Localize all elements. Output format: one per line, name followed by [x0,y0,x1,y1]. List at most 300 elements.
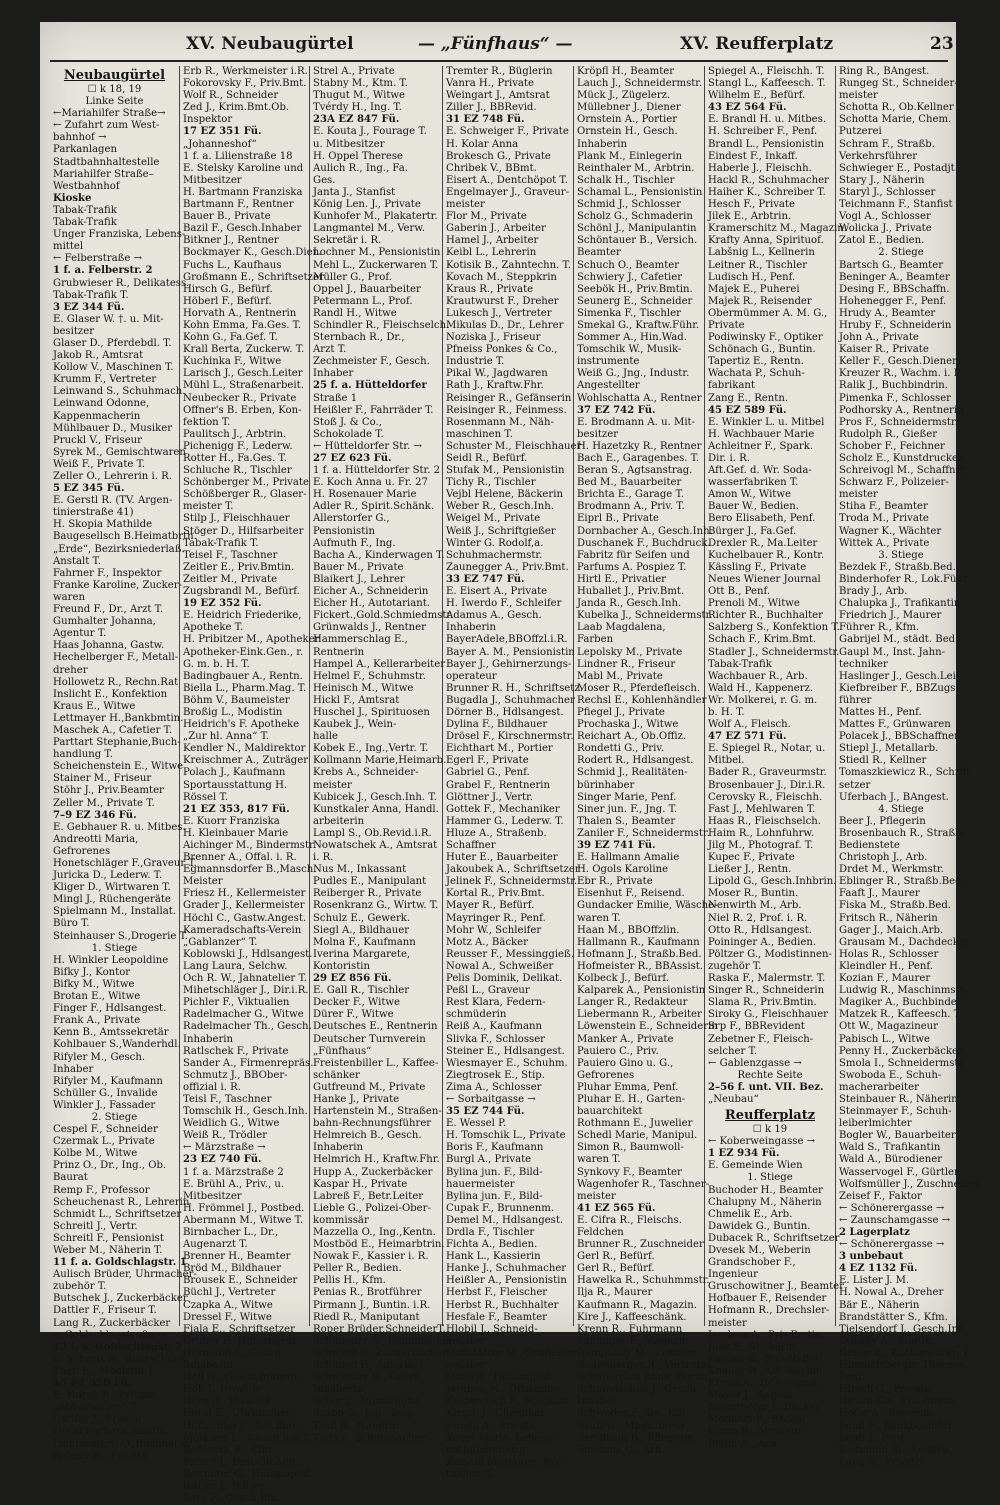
directory-entry: ← Sorbaitgasse → [446,1093,536,1105]
directory-entry: Schindler R., Fleischselch. [313,319,450,331]
directory-entry: Gefrorenes [577,1069,635,1081]
directory-entry: Hofmann R., Drechsler- [708,1305,830,1317]
directory-entry: Lukesch J., Vertreter [446,307,552,319]
directory-entry: meister [446,1335,485,1347]
header-rule [50,60,948,62]
directory-entry: Parkanlagen [53,144,117,156]
directory-entry: Noziska J., Friseur [446,332,541,344]
column-5 [574,66,718,1456]
directory-entry: Plank M., Einlegerin [577,150,683,162]
directory-entry: Rampoudy M., Tischler [577,1347,697,1359]
directory-entry: Simenka F., Tischler [577,307,681,319]
directory-entry: Weber M., Näherin T. [53,1245,163,1256]
directory-entry: Kiefbreiber F., BBZugs- [839,682,959,694]
directory-entry: Lieble G., Polizei-Ober- [313,1202,431,1214]
directory-entry: Richter R., Buchhalter [708,610,823,622]
directory-entry: Gabrijel M., städt. Bed. [839,634,959,646]
directory-entry: E. Schweiger F., Private [446,126,569,138]
directory-entry: Inhaberin [183,1360,233,1372]
directory-entry: Stöger D., Hilfsarbeiter [183,525,304,537]
directory-entry: b. H. T. [708,706,745,718]
directory-entry: Pauiero C., Priv. [577,1045,659,1057]
directory-entry: Andreotti Maria, [53,833,139,845]
directory-entry: E. Winkler L. u. Mitbel [708,416,825,428]
directory-entry: meister [708,1317,747,1329]
directory-entry: Apotheker-Eink.Gen., r. [183,646,304,658]
directory-entry: Nowatschek A., Amtsrat [313,840,438,851]
directory-entry: Schuster M., Fleischhauer [446,440,582,452]
directory-entry: Mihetschläger J., Dir.i.R. [183,985,309,997]
directory-entry: Beninger A., Beamter [839,271,950,283]
directory-entry: ☐ k 19 [752,1124,788,1136]
directory-entry: Arzt T. [313,344,347,356]
directory-entry: Pellis H., Kfm. [313,1275,386,1287]
directory-entry: Redenberger R., Vertreter [577,1360,712,1372]
directory-entry: maschinen T. [446,428,513,440]
directory-entry: selcher T. [708,1045,757,1057]
directory-entry: Raska F., Malermstr. T. [708,973,826,985]
directory-entry: Swoboda E., Schuh- [839,1069,942,1081]
directory-entry: Kolbe M., Witwe [53,1148,138,1160]
directory-entry: meister [839,489,878,501]
directory-entry: Parttart Stephanie,Buch- [53,737,181,749]
directory-entry: Schmidt L., Schriftsetzer [53,1208,182,1220]
directory-entry: Hohenegger F., Penf. [839,295,947,307]
directory-entry: Niel R. 2, Prof. i. R. [708,912,808,924]
directory-entry: Kleindler H., Penf. [839,960,933,972]
column-1 [50,66,197,1462]
directory-entry: Kontoristin [313,960,370,972]
directory-entry: Brady J., Arb. [839,586,908,598]
directory-entry: Keller F., Gesch.Diener [839,356,957,368]
directory-entry: Grandschober F., [708,1257,796,1269]
directory-entry: 37 EZ 742 Fü. [577,404,656,416]
directory-entry: Hank L., Kassierin [446,1251,541,1263]
directory-entry: Kenn B., Amtssekretär [53,1027,169,1039]
directory-entry: Fokorovsky F., Priv.Bmt. [183,78,307,90]
directory-entry: Himmelsberger Therese, [839,1360,967,1372]
directory-entry: Ebr R., Private [577,876,653,888]
directory-entry: Dubsky A., Buntin. [839,1335,935,1347]
directory-entry: 41 EZ 565 Fü. [577,1202,656,1214]
directory-entry: Horn A., Invalide [183,1396,271,1408]
directory-entry: Buchoder H., Beamter [708,1184,823,1196]
directory-entry: Bylina jun. F., Bild- [446,1190,543,1202]
directory-entry: Lepolsky M., Private [577,646,683,658]
directory-entry: Zeisef F., Faktor [839,1190,922,1202]
directory-entry: 3 EZ 344 Fü. [53,301,125,313]
directory-entry: Abermann M., Witwe T. [183,1214,304,1226]
directory-entry: Beer J., Pflegerin [839,815,926,827]
directory-entry: Hofbichler J., Tab.Bmt. [183,1420,300,1432]
directory-entry: bahn-Rechnungsführer [313,1118,432,1130]
directory-entry: Vanra H., Private [446,78,534,90]
directory-entry: Schwoder F., Dr., Kin [577,1408,686,1420]
directory-entry: Kröpfl H., Beamter [577,66,675,77]
directory-entry: Unger Franziska, Lebens- [53,229,186,241]
directory-entry: Mitbesitzer [183,174,242,186]
directory-entry: Teichmann F., Stanfist [839,199,953,211]
directory-entry: Tabak-Trafik [53,204,117,216]
directory-entry: Chmelik E., Arb. [708,1208,793,1220]
directory-entry: Steiner E., Hdlsangest. [446,1045,565,1057]
directory-entry: Kameradschafts-Verein [183,924,302,936]
directory-entry: Agentur T. [53,628,107,640]
directory-entry: Kirsch J., Chemiker [446,1408,545,1420]
directory-entry: Kraus E., Witwe [53,700,136,712]
directory-entry: Ott W., Magazineur [839,1021,939,1033]
directory-entry: schmüderin [446,1009,507,1021]
directory-entry: Szabo O., Jug., Insp. [313,1408,417,1420]
directory-entry: Rudolph R., Gießer [839,428,938,440]
directory-entry: Seidl W., Magazineur [577,1420,686,1432]
directory-entry: Wolf R., Schneider [183,90,279,102]
directory-entry: meister [446,1360,485,1372]
directory-entry: Pauiero Gino u. G., [577,1057,674,1069]
directory-entry: Srp F., BBRevident [708,1021,805,1033]
directory-entry: Pros F., Schneidermstr. [839,416,958,428]
directory-entry: Hofmann J., Straßb.Bed. [577,948,702,960]
directory-entry: Zebetner F., Fleisch- [708,1033,814,1045]
directory-entry: Spiegel A., Fleischh. T. [708,66,825,77]
directory-entry: 5 EZ 345 Fü. [53,483,125,495]
directory-entry: Hamel J., Arbeiter [446,235,539,247]
directory-entry: 17 EZ 351 Fü. [183,126,262,138]
directory-entry: Eindest F., Inkaff. [708,150,798,162]
directory-entry: H. Oppel Therese [313,150,403,162]
directory-entry: Haim R., Lohnfuhrw. [708,827,815,839]
directory-entry: H. Skopia Mathilde [53,519,153,531]
directory-entry: Prochaska J., Witwe [577,719,679,731]
directory-entry: Brenner A., Offal. i. R. [183,852,297,864]
directory-entry: Dattler J., Friseur [53,1414,143,1426]
directory-entry: Gaberin J., Arbeiter [446,223,546,235]
directory-entry: Kraus R., Private [446,283,534,295]
directory-entry: Fickert.,Gold.Schmiedmstr. [313,610,454,622]
directory-entry: Hawelka R., Schuhmmstr. [577,1275,710,1287]
directory-entry: Pfiegel J., Private [577,706,665,718]
directory-entry: Faaft J., Maurer [839,888,920,900]
directory-entry: Ring R., BAngest. [839,66,930,77]
directory-entry: Schöntauer B., Versich. [577,235,698,247]
directory-entry: Polach J., Kaufmann [183,767,286,779]
directory-entry: Engelmayer J., Graveur- [446,186,570,198]
directory-entry: Hickl F., Amtsrat [313,694,400,706]
directory-entry: H. Kleinbauer Marie [183,827,289,839]
directory-entry: Eicher H., Autotariant. [313,598,431,610]
directory-entry: Franke Karoline, Zucker- [53,579,182,591]
directory-entry: Drdla F., Tischler [446,1227,535,1238]
columns-container [50,66,981,1505]
directory-entry: Stadler J., Schneidermstr. [708,646,840,658]
directory-entry: Zeitler M., Private [183,573,278,585]
directory-entry: E. Gall R., Tischler [313,985,410,997]
directory-entry: Tabak-Trafik [53,217,117,229]
directory-entry: Lang R., Zuckerbäcker [53,1317,171,1329]
directory-entry: ← Zufahrt zum West- [53,120,160,132]
directory-entry: H. Hazetzky R., Rentner [577,440,702,452]
directory-entry: Baurat [53,1172,88,1184]
directory-entry: 19 EZ 352 Fü. [183,598,262,610]
directory-entry: Czapka A., Witwe [183,1299,273,1311]
directory-entry: Eisenhut F., Reisend. [577,888,685,900]
directory-entry: Straße 1 [313,392,358,404]
directory-entry: Fahrner F., Inspektor [53,567,162,579]
directory-entry: Tapertiz E., Rentn. [708,356,804,368]
directory-entry: Mikulas D., Dr., Lehrer [446,319,564,331]
directory-entry: Obermümmer A. M. G., [708,307,828,319]
directory-entry: Wachata P., Schuh- [708,368,805,380]
directory-entry: Seunerg E., Schneider [577,295,693,307]
directory-entry: E. Brodmann A. u. Mit- [577,416,696,428]
directory-entry: Lang A., Private [839,1456,922,1468]
directory-entry: waren T. [577,912,621,924]
directory-entry: Siegl A., Bildhauer [313,924,410,936]
directory-entry: Krenn A., Hdlsangest. [708,1378,821,1390]
directory-entry: Zaniler F., Schneidermstr. [577,827,710,839]
directory-entry: Höberl F., Befürf. [183,295,272,307]
directory-entry: Scholz E., Kunstdrucker [839,453,963,464]
directory-entry: Stary J., Näherin [839,174,925,186]
directory-entry: Birnbacher L., Dr., [183,1227,279,1238]
directory-entry: Bartmann F., Rentner [183,199,294,211]
directory-entry: Putzerei [839,126,882,138]
directory-entry: Friedrich J., Maurer [839,610,942,622]
directory-entry: Hermann F., Gesch. [183,1347,285,1359]
directory-entry: Huter E., Bauarbeiter [446,852,558,864]
directory-entry: Drösel F., Kirschnermstr. [446,731,574,743]
directory-entry: Heißler A., Pensionistin [446,1275,567,1287]
directory-entry: Polacek J., BBSchaffner [839,731,959,743]
directory-entry: 23 EZ 740 Fü. [183,1154,262,1166]
directory-entry: Radelmacher G., Witwe [183,1009,304,1021]
directory-entry: Larisch J., Gesch.Leiter [183,368,303,380]
directory-entry: i. R. [313,852,334,864]
directory-entry: Kozian F., Maurer [839,973,931,985]
directory-page [40,22,981,1505]
directory-entry: Janda R., Gesch.Inh. [577,598,682,610]
directory-entry: Bauer W., Bedien. [708,501,799,513]
directory-entry: Schotta R., Ob.Kellner [839,102,954,114]
directory-entry: Dürer F., Witwe [313,1009,394,1021]
directory-entry: Brandstätter S., Kfm. [839,1311,948,1323]
directory-entry: schänker [313,1069,360,1081]
directory-entry: Schmid J., Schlosser [577,199,681,211]
directory-entry: Pudles E., Manipulant [313,876,427,888]
directory-entry: Mitbel. [708,755,745,767]
directory-entry: 3. Stiege [878,549,924,561]
directory-entry: Lettmayer H.,Bankbmtin. [53,712,184,724]
directory-entry: Kalparek A., Pensionistin [577,985,706,997]
directory-entry: Helmreich B., Gesch. [313,1130,422,1142]
directory-entry: Wolf A., Fleisch. [708,719,791,731]
directory-entry: Burgl A., Private [446,1154,532,1166]
directory-entry: Anstalt T. [53,555,101,567]
directory-entry: H. Bartmann Franziska [183,186,303,198]
directory-entry: Kiefmann St., Lederw. [839,1444,953,1456]
header-right: XV. Reufferplatz [680,34,834,54]
directory-entry: Fiala E., Schriftsetzer [183,1323,295,1335]
directory-entry: instrumente [577,356,640,368]
directory-entry: Peßl L., Graveur [446,985,530,997]
directory-entry: Hammer G., Lederw. T. [446,815,564,827]
directory-entry: E. Stelsky Karoline und [183,162,304,174]
directory-entry: Pabisch L., Witwe [839,1033,931,1045]
directory-entry: Bartsch G., Beamter [839,259,944,271]
column-7 [836,66,981,1468]
directory-entry: Inhaberin [313,1142,363,1154]
directory-entry: Cerovsky R., Fleischh. [708,791,823,803]
directory-entry: Rondetti G., Priv. [577,743,665,755]
directory-entry: Kohn G., Fa.Gef. T. [183,332,278,344]
directory-entry: Aulich R., Ing., Fa. [313,162,408,174]
directory-entry: Dattler F., Friseur T. [53,1305,157,1317]
directory-entry: Schmieder A., Bandmacher [313,1335,454,1347]
directory-entry: „Abbaziakino“ T. [53,1402,138,1414]
directory-entry: Schober F., Feichner [839,440,945,452]
directory-entry: Kioske [53,192,92,204]
directory-entry: Zugsbrandl M., Befürf. [183,586,300,598]
directory-entry: Hirsch G., Befürf. [183,283,273,295]
directory-entry: BayerAdele,BBOffzl.i.R. [446,634,568,646]
directory-entry: Duschanek F., Buchdruck. [577,537,711,549]
directory-entry: Höchl C., Gastw.Angest. [183,912,307,924]
directory-entry: Nus M., Inkassant [313,864,407,876]
directory-entry: Frank A., Private [53,1015,141,1027]
directory-entry: Linke Seite [85,96,144,108]
directory-entry: Verkehrsführer [839,150,918,162]
directory-entry: Hirsch Ch., Priv.Bmtin. [839,1396,957,1408]
directory-entry: Schmied F., Autoriker [313,1360,425,1372]
directory-entry: Schuhmachermstr. [446,549,543,561]
directory-entry: Private [708,319,745,331]
section-heading: Neubaugürtel [63,68,166,83]
directory-entry: 21 EZ 353, 817 Fü. [183,803,290,815]
directory-entry: Weiß G., Jng., Industr. [577,368,690,380]
directory-entry: Pöltzer G., Modistinnen- [708,948,832,960]
directory-entry: Bach E., Garagenbes. T. [577,453,700,464]
page-number: 23 [930,34,954,54]
directory-entry: 1 f. a. Lilienstraße 18 [183,150,293,162]
directory-entry: Bedienstete [839,840,900,851]
directory-entry: Haiher K., Schreiber T. [708,186,826,198]
directory-entry: bauarchitekt [577,1106,643,1118]
directory-entry: Kire J., Kaffeeschänk. [577,1311,687,1323]
directory-entry: König Len. J., Private [313,199,421,211]
directory-entry: 3 unbebaut [839,1251,904,1263]
directory-entry: E. Brühl A., Priv., u. [183,1178,285,1190]
directory-entry: Rath J., Kraftw.Fhr. [446,380,544,392]
directory-entry: Augenarzt T. [183,1239,248,1251]
directory-entry: Eicher A., Schneiderin [313,586,429,598]
directory-entry: ☐ k 18, 19 [87,84,142,95]
directory-entry: Kaspar H., Private [313,1178,408,1190]
directory-entry: Kolbeck J., Befürf. [577,973,669,985]
directory-entry: Slivka F., Schlosser [446,1033,546,1045]
directory-entry: Büchl J., Vertreter [183,1287,276,1299]
directory-entry: E. Glaser W. †. u. Mit- [53,313,164,325]
directory-entry: E. Hallmann Amalie [577,852,680,864]
directory-entry: Schreivogl M., Schaffner [839,465,967,477]
directory-entry: bürinhaber [577,779,635,791]
directory-entry: Otto R., Hdlsangest. [708,924,812,936]
directory-entry: Pruckl V., Friseur [53,434,143,446]
directory-entry: 25 f. a. Hütteldorfer [313,380,427,392]
directory-entry: 2 Lagerplatz [839,1227,910,1238]
directory-entry: Bifky J., Kontor [53,966,131,978]
directory-entry: Chribek V., BBmt. [446,162,537,174]
directory-entry: Schotta Marie, Chem. [839,114,952,126]
directory-entry: Hampel A., Kellerarbeiter [313,658,446,670]
directory-entry: Bed M., Bauarbeiter [577,477,682,489]
directory-entry: Schreitl J., Vertr. [53,1220,138,1232]
directory-entry: Cespel F., Schneider [53,1124,158,1136]
directory-entry: Oppel J., Bauarbeiter [313,283,421,295]
directory-entry: Bauer B., Private [183,211,271,223]
directory-entry: Eichthart M., Portier [446,743,553,755]
directory-entry: Hruby F., Schneiderin [839,319,952,331]
directory-entry: Eiprl B., Private [577,513,659,525]
directory-entry: Majek E., Puherei [708,283,800,295]
directory-entry: Wiesmayer E., Schuhm. [446,1057,568,1069]
directory-entry: Reithofer G., Hdlsangest. [183,1468,313,1480]
directory-entry: 31 EZ 748 Fü. [446,114,525,126]
directory-entry: Fritsch R., Näherin [839,912,938,924]
directory-entry: Stainer M., Friseur [53,773,152,785]
directory-entry: H. Pribitzer M., Apotheker [183,634,320,646]
directory-entry: Stadtbahnhaltestelle [53,156,160,168]
directory-entry: Wald S., Trafikantin [839,1142,941,1154]
directory-entry: 39 EZ 741 Fü. [577,840,656,851]
directory-entry: H. Wachbauer Marie [708,428,815,440]
directory-entry: Kendler N., Maldirektor [183,743,306,755]
directory-entry: Hollowetz R., Rechn.Rat [53,676,179,688]
directory-entry: Synkovy F., Beamter [577,1166,682,1178]
directory-entry: Randl H., Witwe [313,307,397,319]
directory-entry: H. Iwerdo F., Schleifer [446,598,562,610]
directory-entry: Parfums A. Pospiez T. [577,561,687,573]
header-left: XV. Neubaugürtel [186,34,354,54]
directory-entry: Gruschowitner J., Beamter [708,1281,844,1293]
directory-entry: Syrek M., Gemischtwaren [53,446,186,458]
directory-entry: Brotan E., Witwe [53,991,141,1003]
directory-entry: Tvérdy H., Ing. T. [313,102,402,114]
directory-entry: Egerl F., Private [446,755,529,767]
directory-entry: Glaser D., Pferdebdl. T. [53,337,172,349]
directory-entry: Huballet J., Priv.Bmt. [577,586,685,598]
directory-entry: Kortal R., Priv.Bmt. [446,888,545,900]
directory-entry: Kaiser R., Private [839,344,929,356]
directory-entry: Holas R., Schlosser [839,948,939,960]
directory-entry: Smekal G., Kraftw.Führ. [577,319,700,331]
directory-entry: Simon R., Baumwoll- [577,1142,684,1154]
directory-entry: E. Cifra R., Fleischs. [577,1214,682,1226]
directory-entry: Kuchinka F., Witwe [183,356,282,368]
directory-entry: Zed J., Krim.Bmt.Ob. [183,102,290,114]
directory-entry: Mattes F., Grünwaren [839,719,951,731]
directory-entry: Hluze A., Straßenb. [446,827,547,839]
directory-entry: Stiha F., Beamter [839,501,928,513]
directory-entry: Grünwalds J., Rentner [313,622,426,634]
directory-entry: „Neubau“ [708,1093,759,1105]
directory-entry: Wohlschatta A., Rentner [577,392,702,404]
directory-entry: Paulitsch J., Arbtrin. [183,428,287,440]
directory-entry: Podhorsky A., Rentnerin [839,404,964,416]
directory-entry: Schach F., Krim.Bmt. [708,634,817,646]
directory-entry: Stabny M., Ktm. T. [313,78,408,90]
directory-entry: H. Schreiber F., Penf. [708,126,818,138]
directory-entry: Bifky M., Witwe [53,978,135,990]
